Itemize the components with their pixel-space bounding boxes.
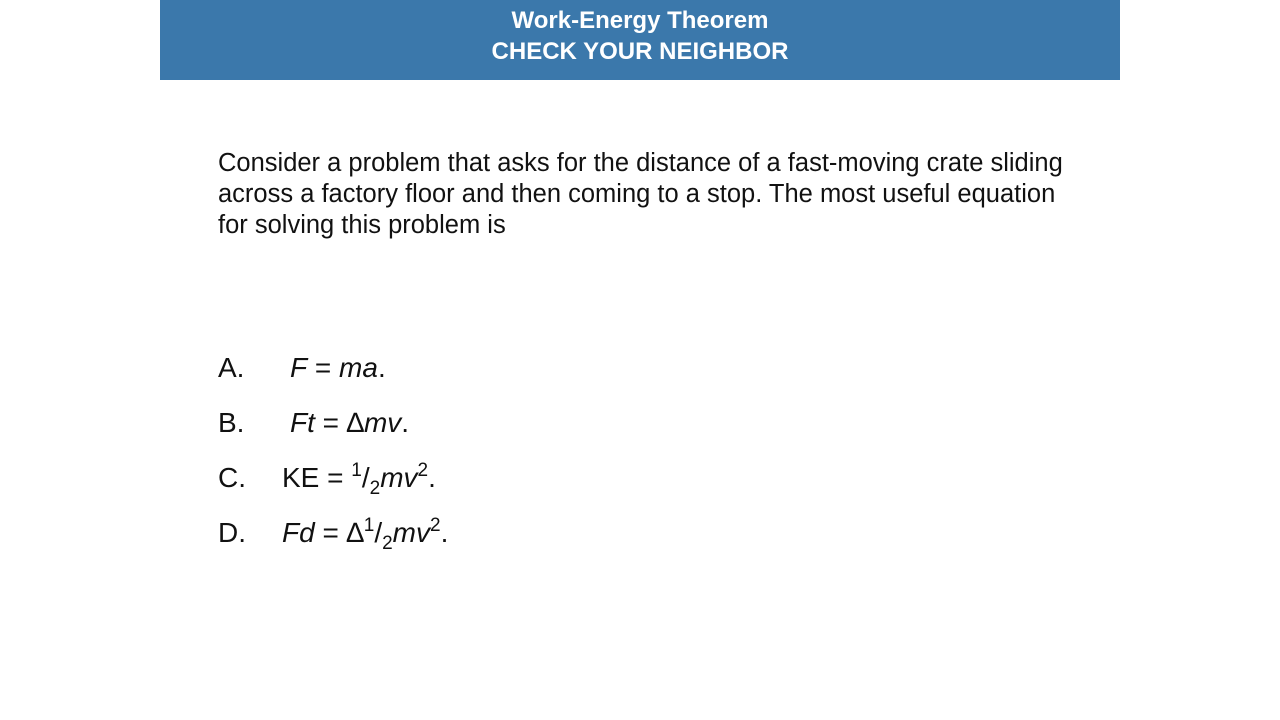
slide-title: Work-Energy Theorem [511,7,769,34]
choice-d-equation: $Fd = \Delta^1/_2mv^2$. [282,515,449,554]
title-banner [160,0,1120,80]
choice-a-equation: F = ma. [290,352,386,383]
choice-b[interactable] [218,395,448,450]
choice-d-letter: D. [218,517,246,548]
choice-c-letter: C. [218,462,246,493]
choice-c[interactable] [218,450,448,505]
choice-b-equation: Ft = ∆mv. [290,407,410,438]
choice-d[interactable] [218,505,448,560]
choice-a-letter: A. [218,352,245,383]
choice-a[interactable] [218,340,448,395]
choice-b-letter: B. [218,407,245,438]
answer-choices [218,340,448,560]
question-text: Consider a problem that asks for the distance of a fast-moving crate sliding across a factory floor and then coming to a stop. The most useful equation for solving this problem is [218,149,1063,239]
choice-c-equation: KE = $^1/_2mv^2$. [282,460,436,499]
slide-subtitle: CHECK YOUR NEIGHBOR [491,38,789,65]
